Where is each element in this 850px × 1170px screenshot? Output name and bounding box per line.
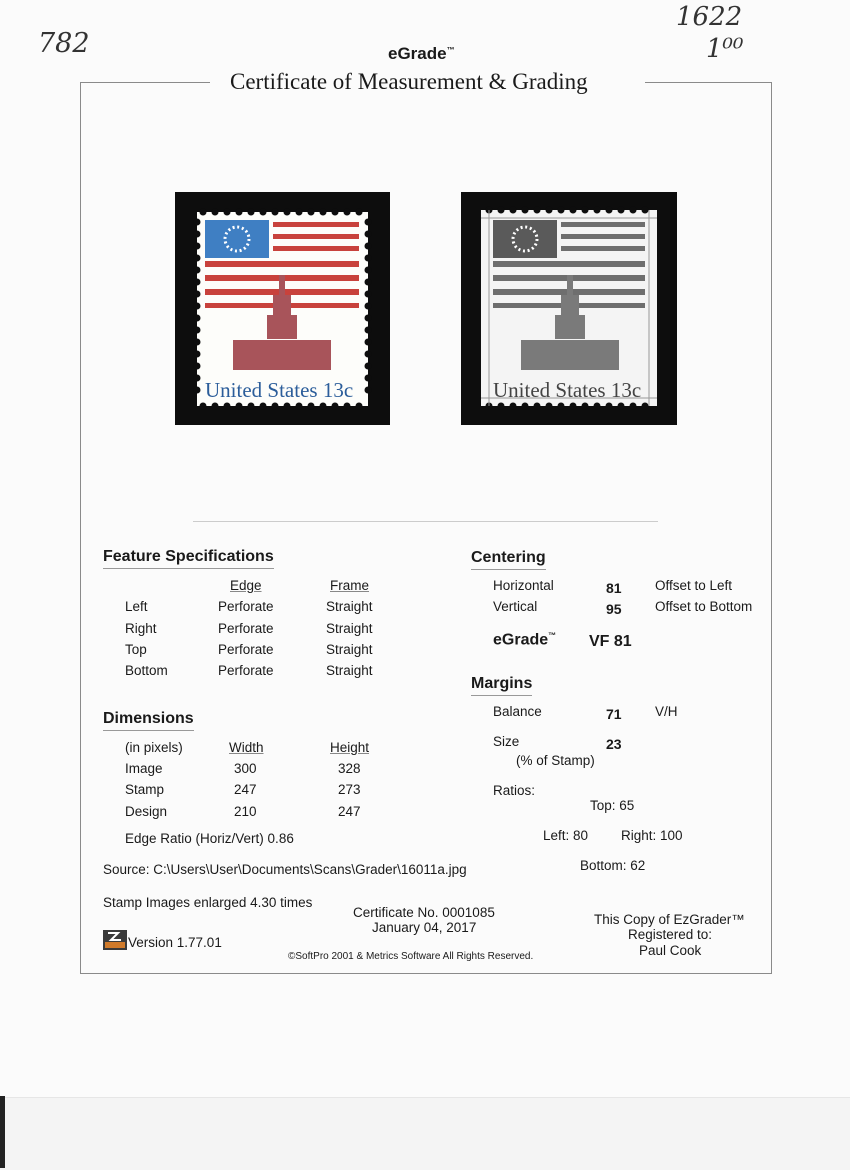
feature-row-frame: Straight [326, 621, 373, 636]
margins-balance-value: 71 [606, 706, 622, 722]
dimension-row-height: 273 [338, 782, 361, 797]
ezgrader-logo-svg [103, 930, 127, 950]
dimension-row-height: 328 [338, 761, 361, 776]
feature-row-edge: Perforate [218, 621, 274, 636]
ratio-left: Left: 80 [543, 828, 589, 843]
margins-balance-unit: V/H [655, 704, 678, 719]
margins-balance-label: Balance [493, 704, 542, 719]
centering-horizontal-note: Offset to Left [655, 578, 733, 593]
section-divider [193, 521, 658, 522]
ezgrader-logo-icon [103, 930, 127, 950]
feature-row-edge: Perforate [218, 663, 274, 678]
brand-title [388, 44, 455, 64]
certificate-title: Certificate of Measurement & Grading [230, 69, 588, 94]
centering-vertical-note: Offset to Bottom [655, 599, 753, 614]
ratio-bottom: Bottom: 62 [580, 858, 646, 873]
feature-row-side: Bottom [125, 663, 168, 678]
dimension-row-width: 247 [234, 782, 257, 797]
dimensions-unit: (in pixels) [125, 740, 183, 755]
dimension-row-label: Stamp [125, 782, 165, 797]
enlargement-note: Stamp Images enlarged 4.30 times [103, 895, 313, 910]
centering-horizontal-label: Horizontal [493, 578, 554, 593]
feature-row-frame: Straight [326, 663, 373, 678]
certificate-number: Certificate No. 0001085 [353, 905, 495, 920]
dimensions-heading: Dimensions [103, 710, 194, 731]
centering-horizontal-value: 81 [606, 580, 622, 596]
version-label: Version 1.77.01 [128, 935, 222, 950]
centering-vertical-value: 95 [606, 601, 622, 617]
feature-col-frame: Frame [330, 578, 370, 593]
feature-row-frame: Straight [326, 642, 373, 657]
copy-line-1: This Copy of EzGrader™ [594, 912, 745, 927]
margins-size-label: Size [493, 734, 520, 749]
feature-row-edge: Perforate [218, 642, 274, 657]
stamp-caption: United States 13c [205, 378, 354, 402]
handwritten-number-left: 782 [38, 28, 90, 59]
egrade-value: VF 81 [589, 633, 632, 650]
dimensions-col-height: Height [330, 740, 370, 755]
feature-row-side: Left [125, 599, 148, 614]
stamp-color-svg [175, 192, 390, 425]
feature-spec-heading: Feature Specifications [103, 548, 274, 569]
handwritten-price: 1⁰⁰ [706, 34, 744, 64]
feature-col-edge: Edge [230, 578, 262, 593]
flag-canton-gray [493, 220, 557, 258]
feature-row-side: Top [125, 642, 147, 657]
flag-canton [205, 220, 269, 258]
centering-heading: Centering [471, 549, 546, 570]
trademark: ™ [446, 45, 455, 55]
egrade-tm: ™ [548, 631, 557, 640]
egrade-result [493, 631, 556, 649]
feature-row-side: Right [125, 621, 157, 636]
stamp-gray-svg [461, 192, 677, 425]
ratio-right: Right: 100 [621, 828, 683, 843]
margins-ratios-label: Ratios: [493, 783, 536, 798]
source-path: Source: C:\Users\User\Documents\Scans\Grader\16011a.jpg [103, 862, 467, 877]
brand-name: eGrade [388, 44, 447, 63]
dimension-row-width: 300 [234, 761, 257, 776]
copy-line-2: Registered to: [628, 927, 713, 942]
edge-ratio: Edge Ratio (Horiz/Vert) 0.86 [125, 831, 294, 846]
stamp-image-color [175, 192, 390, 425]
stamp-caption-gray: United States 13c [493, 378, 642, 402]
feature-row-frame: Straight [326, 599, 373, 614]
dimension-row-height: 247 [338, 804, 361, 819]
copy-line-3: Paul Cook [639, 943, 702, 958]
handwritten-number-right: 1622 [676, 2, 743, 32]
dimensions-col-width: Width [229, 740, 264, 755]
centering-vertical-label: Vertical [493, 599, 538, 614]
ratio-top: Top: 65 [590, 798, 635, 813]
margins-heading: Margins [471, 675, 532, 696]
scan-bottom-edge [0, 1096, 5, 1168]
margins-size-value: 23 [606, 736, 622, 752]
dimension-row-label: Design [125, 804, 168, 819]
margins-size-unit: (% of Stamp) [516, 753, 595, 768]
scan-bottom-strip [0, 1097, 850, 1170]
copyright: ©SoftPro 2001 & Metrics Software All Rights Reserved. [288, 951, 534, 962]
feature-row-edge: Perforate [218, 599, 274, 614]
egrade-label: eGrade [493, 631, 549, 649]
dimension-row-width: 210 [234, 804, 257, 819]
dimension-row-label: Image [125, 761, 163, 776]
stamp-image-grayscale [461, 192, 677, 425]
certificate-date: January 04, 2017 [372, 920, 477, 935]
